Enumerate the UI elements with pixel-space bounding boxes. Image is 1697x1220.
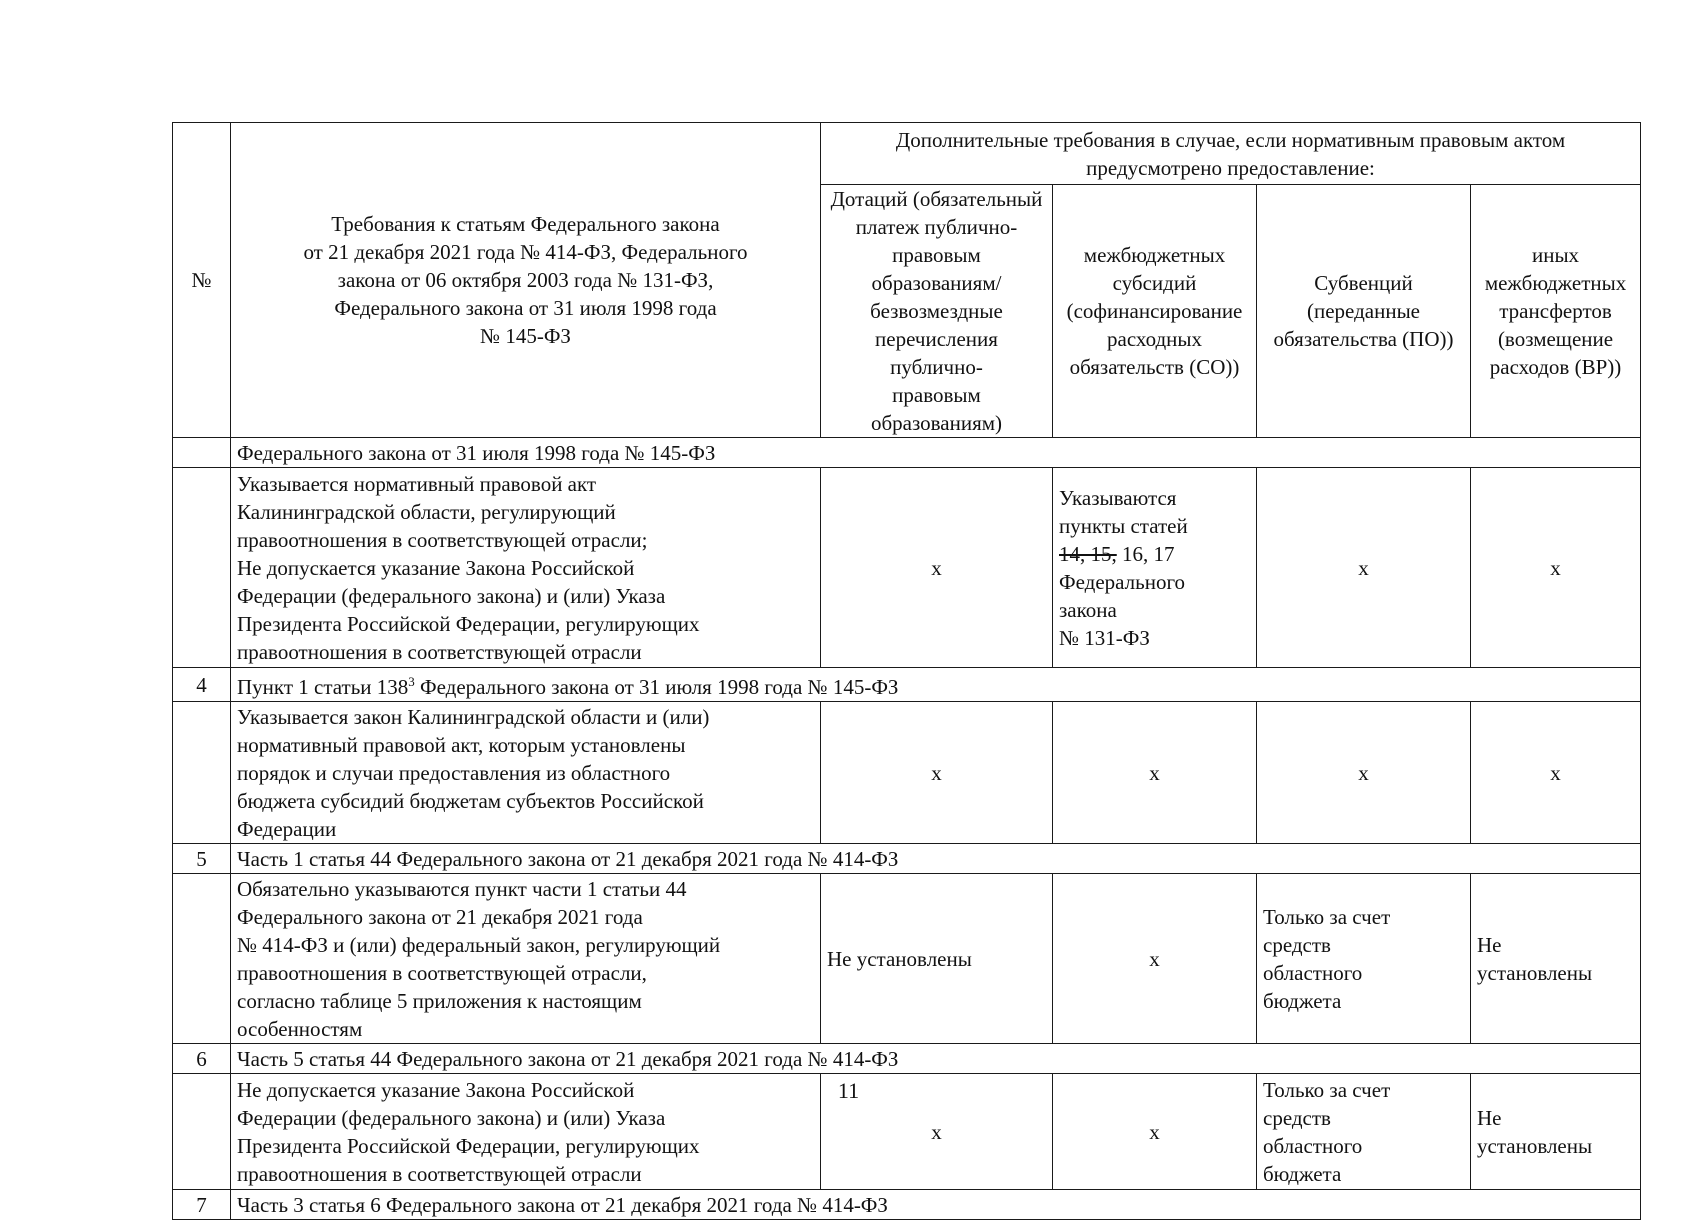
subsidies-value	[1053, 468, 1257, 668]
header-additional-requirements: Дополнительные требования в случае, если нормативным правовым актом предусмотрено предоставление:	[821, 123, 1641, 185]
page-number: 11	[837, 1078, 860, 1103]
table-row	[173, 468, 1641, 668]
row-number: 7	[173, 1190, 231, 1220]
section-row	[173, 1044, 1641, 1074]
requirement-text: Не допускается указание Закона Российской Федерации (федерального закона) и (или) Указа Президента Российской Федерации, регулирующих правоотношения в соответствующей отрасли	[231, 1074, 821, 1190]
subventions-value: Только за счет средств областного бюджета	[1257, 874, 1471, 1044]
section-row	[173, 668, 1641, 702]
subsidies-value-post: 16, 17 Федерального закона № 131-ФЗ	[1059, 541, 1186, 650]
header-col-other-transfers: иных межбюджетных трансфертов (возмещение расходов (ВР))	[1471, 185, 1641, 438]
section-title-superscript: 3	[408, 674, 415, 689]
header-num: №	[173, 123, 231, 438]
section-title: Часть 1 статья 44 Федерального закона от 21 декабря 2021 года № 414-ФЗ	[231, 844, 1641, 874]
section-title: Федерального закона от 31 июля 1998 года № 145-ФЗ	[231, 438, 1641, 468]
section-title: Часть 3 статья 6 Федерального закона от 21 декабря 2021 года № 414-ФЗ	[231, 1190, 1641, 1220]
row-number	[173, 438, 231, 468]
other-transfers-value: х	[1471, 468, 1641, 668]
dotations-value: х	[821, 468, 1053, 668]
subsidies-value: х	[1053, 874, 1257, 1044]
section-title-post: Федерального закона от 31 июля 1998 года № 145-ФЗ	[414, 675, 899, 699]
section-row	[173, 844, 1641, 874]
row-number	[173, 702, 231, 844]
section-row	[173, 438, 1641, 468]
row-number: 6	[173, 1044, 231, 1074]
struck-out-text: 14, 15,	[1059, 541, 1117, 566]
dotations-value: х	[821, 1074, 1053, 1190]
requirement-text: Обязательно указываются пункт части 1 статьи 44 Федерального закона от 21 декабря 2021 года № 414-ФЗ и (или) федеральный закон, регулирующий правоотношения в соответствующей отрасли, согласно таблице 5 приложения к настоящим особенностям	[231, 874, 821, 1044]
section-row	[173, 1190, 1641, 1220]
table-row	[173, 874, 1641, 1044]
section-title	[231, 668, 1641, 702]
row-number	[173, 468, 231, 668]
subsidies-value: х	[1053, 702, 1257, 844]
row-number	[173, 874, 231, 1044]
header-requirements: Требования к статьям Федерального закона от 21 декабря 2021 года № 414-ФЗ, Федерального закона от 06 октября 2003 года № 131-ФЗ, Федерального закона от 31 июля 1998 года № 145-ФЗ	[231, 123, 821, 438]
other-transfers-value: х	[1471, 702, 1641, 844]
dotations-value: Не установлены	[821, 874, 1053, 1044]
subventions-value: Только за счет средств областного бюджета	[1257, 1074, 1471, 1190]
dotations-value: х	[821, 702, 1053, 844]
row-number: 5	[173, 844, 231, 874]
subventions-value: х	[1257, 702, 1471, 844]
subventions-value: х	[1257, 468, 1471, 668]
table-row	[173, 702, 1641, 844]
requirement-text: Указывается нормативный правовой акт Калининградской области, регулирующий правоотношения в соответствующей отрасли; Не допускается указание Закона Российской Федерации (федерального закона) и (или) Указа Президента Российской Федерации, регулирующих правоотношения в соответствующей отрасли	[231, 468, 821, 668]
other-transfers-value: Не установлены	[1471, 874, 1641, 1044]
header-col-subventions: Субвенций (переданные обязательства (ПО))	[1257, 185, 1471, 438]
subsidies-value: х	[1053, 1074, 1257, 1190]
section-title: Часть 5 статья 44 Федерального закона от 21 декабря 2021 года № 414-ФЗ	[231, 1044, 1641, 1074]
header-col-dotations: Дотаций (обязательный платеж публично- правовым образованиям/ безвозмездные перечисления публично- правовым образованиям)	[821, 185, 1053, 438]
other-transfers-value: Не установлены	[1471, 1074, 1641, 1190]
subsidies-value-pre: Указываются пункты статей	[1059, 485, 1188, 538]
header-row-1	[173, 123, 1641, 185]
requirement-text: Указывается закон Калининградской области и (или) нормативный правовой акт, которым установлены порядок и случаи предоставления из областного бюджета субсидий бюджетам субъектов Российской Федерации	[231, 702, 821, 844]
requirements-table	[172, 122, 1641, 1220]
row-number: 4	[173, 668, 231, 702]
section-title-pre: Пункт 1 статьи 138	[237, 675, 409, 699]
header-col-subsidies: межбюджетных субсидий (софинансирование расходных обязательств (СО))	[1053, 185, 1257, 438]
